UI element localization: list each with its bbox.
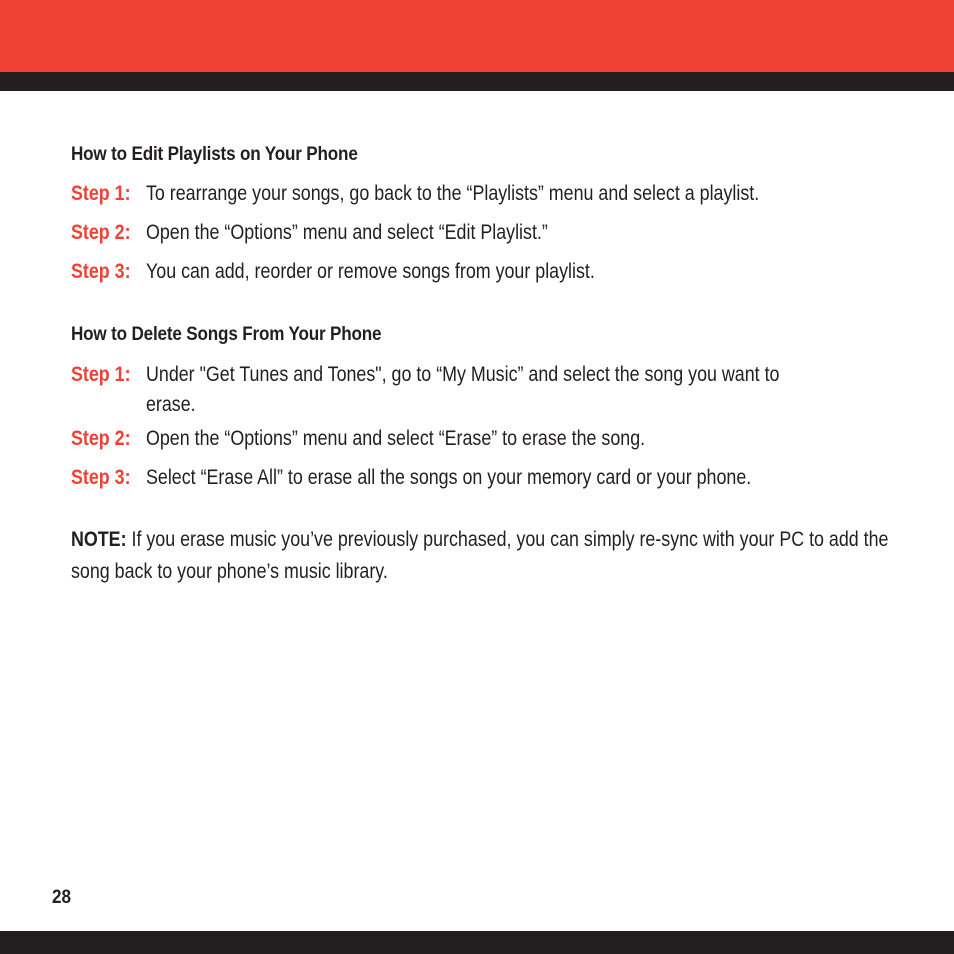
note-paragraph (71, 524, 904, 588)
step-label: Step 1: (71, 363, 131, 386)
edit-step-3 (71, 257, 901, 287)
header-accent-band (0, 0, 954, 72)
page-number: 28 (52, 887, 72, 908)
step-text: To rearrange your songs, go back to the “Playlists” menu and select a playlist. (146, 182, 760, 205)
step-label: Step 3: (71, 466, 131, 489)
edit-step-1 (71, 179, 901, 209)
step-text: Open the “Options” menu and select “Erase” to erase the song. (146, 427, 646, 450)
step-text: Select “Erase All” to erase all the songs on your memory card or your phone. (146, 466, 752, 489)
delete-step-2 (71, 424, 901, 454)
header-dark-rule (0, 72, 954, 91)
note-label: NOTE: (71, 528, 127, 551)
step-label: Step 2: (71, 427, 131, 450)
section-heading-edit-playlists: How to Edit Playlists on Your Phone (71, 144, 358, 165)
edit-step-2 (71, 218, 901, 248)
step-label: Step 3: (71, 260, 131, 283)
note-text: If you erase music you’ve previously purchased, you can simply re-sync with your PC to add the song back to your phone’s music library. (71, 528, 889, 583)
step-text: Open the “Options” menu and select “Edit Playlist.” (146, 221, 548, 244)
delete-step-3 (71, 463, 901, 493)
step-text: You can add, reorder or remove songs from your playlist. (146, 260, 595, 283)
section-heading-delete-songs: How to Delete Songs From Your Phone (71, 324, 382, 345)
footer-dark-rule (0, 931, 954, 954)
step-text: Under "Get Tunes and Tones", go to “My Music” and select the song you want to erase. (146, 363, 780, 416)
delete-step-1 (71, 360, 901, 420)
step-label: Step 1: (71, 182, 131, 205)
step-label: Step 2: (71, 221, 131, 244)
